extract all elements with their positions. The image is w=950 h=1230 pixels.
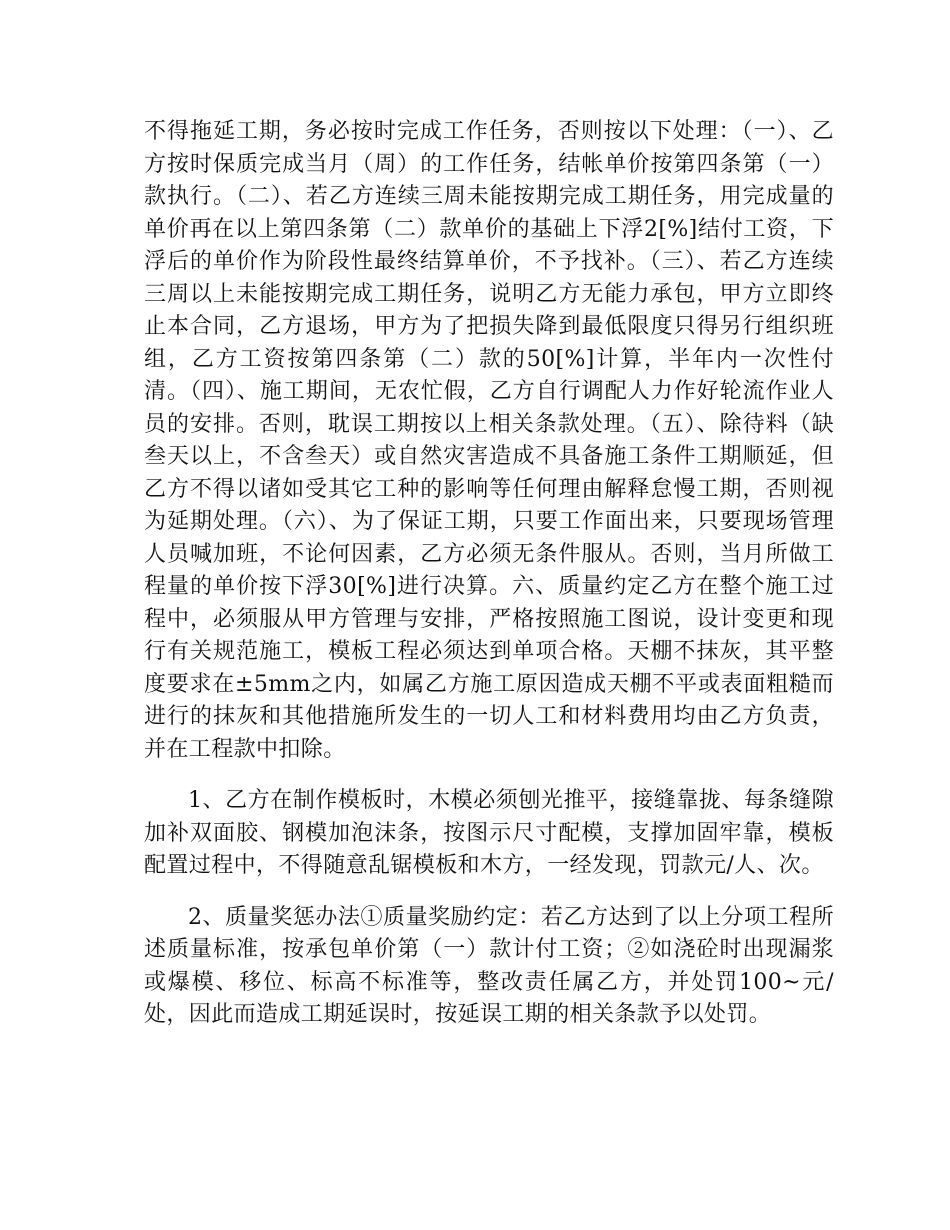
paragraph-schedule-and-quality: 不得拖延工期，务必按时完成工作任务，否则按以下处理：（一）、乙方按时保质完成当月（周）的工作任务，结帐单价按第四条第（一）款执行。（二）、若乙方连续三周未能按期完成工期任务，用完成量的单价再在以上第四条第（二）款单价的基础上下浮2[%]结付工资，下浮后的单价作为阶段性最终结算单价，不予找补。（三）、若乙方连续三周以上未能按期完成工期任务，说明乙方无能力承包，甲方立即终止本合同，乙方退场，甲方为了把损失降到最低限度只得另行组织班组，乙方工资按第四条第（二）款的50[%]计算，半年内一次性付清。（四）、施工期间，无农忙假，乙方自行调配人力作好轮流作业人员的安排。否则，耽误工期按以上相关条款处理。（五）、除待料（缺叁天以上，不含叁天）或自然灾害造成不具备施工条件工期顺延，但乙方不得以诸如受其它工种的影响等任何理由解释怠慢工期，否则视为延期处理。（六）、为了保证工期，只要工作面出来，只要现场管理人员喊加班，不论何因素，乙方必须无条件服从。否则，当月所做工程量的单价按下浮30[%]进行决算。六、质量约定乙方在整个施工过程中，必须服从甲方管理与安排，严格按照施工图说，设计变更和现行有关规范施工，模板工程必须达到单项合格。天棚不抹灰，其平整度要求在±5mm之内，如属乙方施工原因造成天棚不平或表面粗糙而进行的抹灰和其他措施所发生的一切人工和材料费用均由乙方负责，并在工程款中扣除。 — [144, 119, 834, 762]
paragraph-formwork-requirements: 1、乙方在制作模板时，木模必须刨光推平，接缝靠拢、每条缝隙加补双面胶、钢模加泡沫条，按图示尺寸配模，支撑加固牢靠，模板配置过程中，不得随意乱锯模板和木方，一经发现，罚款元/人、次。 — [144, 788, 834, 878]
document-body — [144, 116, 834, 1032]
paragraph-quality-rewards-penalties: 2、质量奖惩办法①质量奖励约定：若乙方达到了以上分项工程所述质量标准，按承包单价第（一）款计付工资；②如浇砼时出现漏浆或爆模、移位、标高不标准等，整改责任属乙方，并处罚100~元/处，因此而造成工期延误时，按延误工期的相关条款予以处罚。 — [144, 904, 834, 1027]
